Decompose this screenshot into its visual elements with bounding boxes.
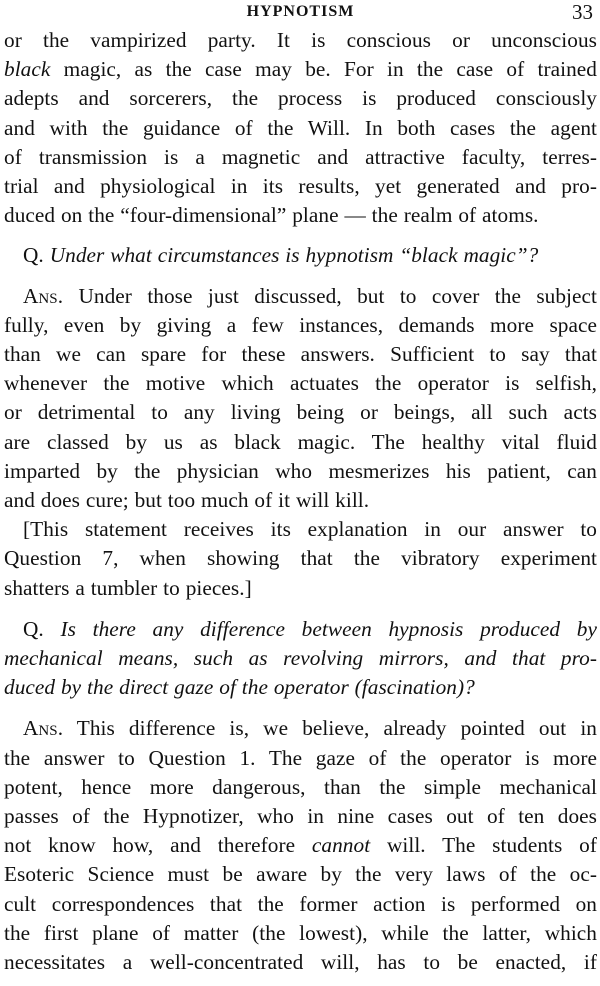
answer-label: Ans. [23, 716, 64, 741]
text-line: [This statement receives its explanation in our answer to [23, 517, 597, 542]
text-line: of transmission is a magnetic and attractive faculty, terres- [4, 144, 597, 169]
question-text: ”? [515, 243, 539, 268]
text-fragment: will. The students of [370, 833, 597, 858]
text-line: Question 7, when showing that the vibratory experiment [4, 546, 597, 571]
emphasis: cannot [311, 833, 371, 858]
text-line: necessitates a well-concentrated will, has to be enacted, if [4, 950, 597, 975]
question-text: Is there any difference between hypnosis produced by [60, 616, 597, 641]
text-line: passes of the Hypnotizer, who in nine cases out of ten does [4, 804, 597, 829]
running-header [4, 0, 597, 26]
question-text: mechanical means, such as revolving mirrors, and that pro- [4, 646, 597, 671]
question-1 [4, 241, 597, 270]
text-line: whenever the motive which actuates the operator is selfish, [4, 371, 597, 396]
question-line [4, 673, 597, 702]
bracket-note [4, 515, 597, 603]
question-prefix: Q. [23, 243, 50, 268]
text-line: and with the guidance of the Will. In both cases the agent [4, 115, 597, 140]
text-line: adepts and sorcerers, the process is produced consciously [4, 86, 597, 111]
text-line: the first plane of matter (the lowest), while the latter, which [4, 920, 597, 945]
text-line [4, 831, 597, 860]
text-line: cult correspondences that the former action is performed on [4, 891, 597, 916]
text-line: potent, hence more dangerous, than the simple mechanical [4, 774, 597, 799]
question-line [4, 615, 597, 644]
question-prefix: Q. [23, 616, 61, 641]
question-line [4, 241, 597, 270]
text-line: shatters a tumbler to pieces.] [4, 575, 252, 600]
answer-1 [4, 282, 597, 516]
text-line: and does cure; but too much of it will kill. [4, 488, 370, 513]
text-line: trial and physiological in its results, yet generated and pro- [4, 174, 597, 199]
running-title: HYPNOTISM [246, 3, 355, 20]
question-text: Under what circumstances is hypnotism “ [49, 243, 412, 268]
question-2 [4, 615, 597, 703]
text-line [4, 282, 597, 311]
text-line: Esoteric Science must be aware by the very laws of the oc- [4, 862, 597, 887]
question-text: duced by the direct gaze of the operator (fascination)? [4, 675, 475, 700]
body-text [4, 26, 597, 977]
text-line: are classed by us as black magic. The healthy vital fluid [4, 429, 597, 454]
text-line: duced on the “four-dimensional” plane — the realm of atoms. [4, 203, 539, 228]
text-fragment: not know how, and therefore [4, 833, 312, 858]
paragraph-continuation [4, 26, 597, 230]
text-line [4, 714, 597, 743]
answer-2 [4, 714, 597, 977]
text-line: or the vampirized party. It is conscious or unconscious [4, 28, 597, 52]
text-line: fully, even by giving a few instances, demands more space [4, 312, 597, 337]
text-line: imparted by the physician who mesmerizes his patient, can [4, 458, 597, 483]
question-text: black magic [411, 243, 516, 268]
text-line: or detrimental to any living being or beings, all such acts [4, 400, 597, 425]
emphasis: black [4, 57, 51, 82]
answer-label: Ans. [23, 283, 64, 308]
text-line [4, 55, 597, 84]
text-fragment: This difference is, we believe, already pointed out in [63, 716, 597, 741]
page-number: 33 [572, 0, 593, 24]
question-line [4, 644, 597, 673]
text-line: than we can spare for these answers. Sufficient to say that [4, 342, 597, 367]
text-line: the answer to Question 1. The gaze of the operator is more [4, 745, 597, 770]
text-fragment: magic, as the case may be. For in the case of trained [50, 57, 597, 82]
text-fragment: Under those just discussed, but to cover the subject [63, 283, 597, 308]
